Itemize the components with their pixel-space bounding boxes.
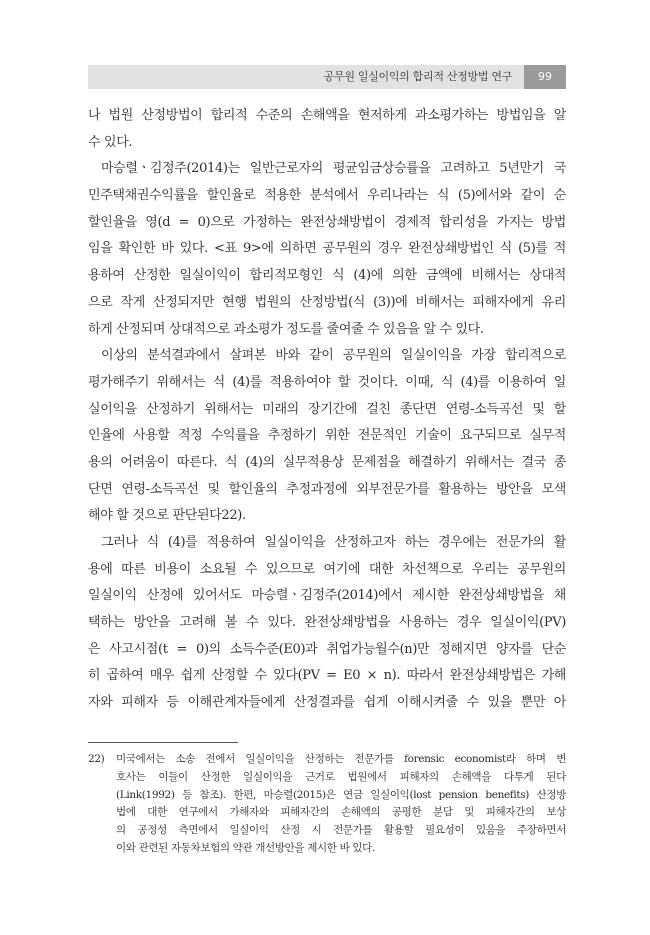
footnote-line: 의 공정성 측면에서 일실이익 산정 시 전문가를 활용할 필요성이 있음을 주장하면서: [116, 824, 566, 837]
body-line: 나 법원 산정방법이 합리적 수준의 손해액을 현저하게 과소평가하는 방법임을 알: [88, 108, 566, 123]
footnote-line: 호사는 이들이 산정한 일실이익을 근거로 법원에서 피해자의 손해액을 다투게 된다: [116, 770, 566, 783]
body-line: 용에 따른 비용이 소요될 수 있으므로 여기에 대한 차선책으로 우리는 공무원의: [88, 561, 566, 577]
body-line: 할인율을 영(d = 0)으로 가정하는 완전상쇄방법이 경제적 합리성을 가지는 방법: [88, 214, 566, 230]
running-header-title: 공무원 일실이익의 합리적 산정방법 연구: [323, 70, 512, 83]
footnote-line: [88, 751, 566, 769]
body-line: 수 있다.: [88, 134, 133, 150]
body-line: 용하여 산정한 일실이익이 합리적모형인 식 (4)에 의한 금액에 비해서는 상대적: [88, 268, 566, 284]
body-line: 자와 피해자 등 이해관계자들에게 산정결과를 쉽게 이해시켜줄 수 있을 뿐만 아: [88, 695, 566, 711]
body-line: 일실이익 산정에 있어서도 마승렬ㆍ김정주(2014)에서 제시한 완전상쇄방법을 채: [88, 588, 566, 604]
body-line: 해야 할 것으로 판단된다22).: [88, 508, 246, 524]
footnote-line: (Link(1992) 등 참조). 한편, 마승렬(2015)은 연금 일실이익(lost pension benefits) 산정방: [116, 788, 566, 801]
body-line: 실이익을 산정하기 위해서는 미래의 장기간에 걸친 종단면 연령-소득곡선 및 할: [88, 401, 566, 417]
body-line: 이상의 분석결과에서 살펴본 바와 같이 공무원의 일실이익을 가장 합리적으로: [101, 348, 566, 364]
body-line: 히 곱하여 매우 쉽게 산정할 수 있다(PV = E0 × n). 따라서 완전상쇄방법은 가해: [88, 668, 566, 684]
body-line: 은 사고시점(t = 0)의 소득수준(E0)과 취업가능월수(n)만 정해지면 양자를 단순: [88, 641, 566, 657]
body-line: 민주택채권수익률을 할인율로 적용한 분석에서 우리나라는 식 (5)에서와 같이 순: [88, 188, 566, 204]
footnote-text: 미국에서는 소송 전에서 일실이익을 산정하는 전문가를 forensic economist라 하며 변: [116, 753, 566, 765]
body-line: 용의 어려움이 따른다. 식 (4)의 실무적용상 문제점을 해결하기 위해서는 결국 종: [88, 454, 566, 470]
body-line: 택하는 방안을 고려해 볼 수 있다. 완전상쇄방법을 사용하는 경우 일실이익(PV): [88, 615, 566, 631]
body-line: 단면 연령-소득곡선 및 할인율의 추정과정에 외부전문가를 활용하는 방안을 모색: [88, 481, 566, 497]
body-line: 인율에 사용할 적정 수익률을 추정하기 위한 전문적인 기술이 요구되므로 실무적: [88, 428, 566, 444]
footnote: [88, 751, 566, 858]
body-line: 으로 작게 산정되지만 현행 법원의 산정방법(식 (3))에 비해서는 피해자에게 유리: [88, 294, 566, 310]
footnote-line: 이와 관련된 자동차보험의 약관 개선방안을 제시한 바 있다.: [116, 841, 375, 854]
body-line: 임을 확인한 바 있다. <표 9>에 의하면 공무원의 경우 완전상쇄방법인 식 (5)를 적: [88, 241, 566, 257]
footnote-number: 22): [88, 753, 105, 765]
footnote-line: 법에 대한 연구에서 가해자와 피해자간의 손해액의 공평한 분담 및 피해자간의 보상: [116, 806, 566, 819]
page-number: 99: [524, 65, 566, 89]
body-text: [88, 103, 566, 717]
body-line: 평가해주기 위해서는 식 (4)를 적용하여야 할 것이다. 이때, 식 (4)를 이용하여 일: [88, 374, 566, 390]
footnote-divider: [88, 742, 238, 743]
body-line: 하게 산정되며 상대적으로 과소평가 정도를 줄여줄 수 있음을 알 수 있다.: [88, 321, 484, 337]
body-line: 그러나 식 (4)를 적용하여 일실이익을 산정하고자 하는 경우에는 전문가의 활: [101, 535, 566, 550]
running-header: [88, 65, 566, 89]
body-line: 마승렬ㆍ김정주(2014)는 일반근로자의 평균임금상승률을 고려하고 5년만기 국: [101, 161, 566, 177]
